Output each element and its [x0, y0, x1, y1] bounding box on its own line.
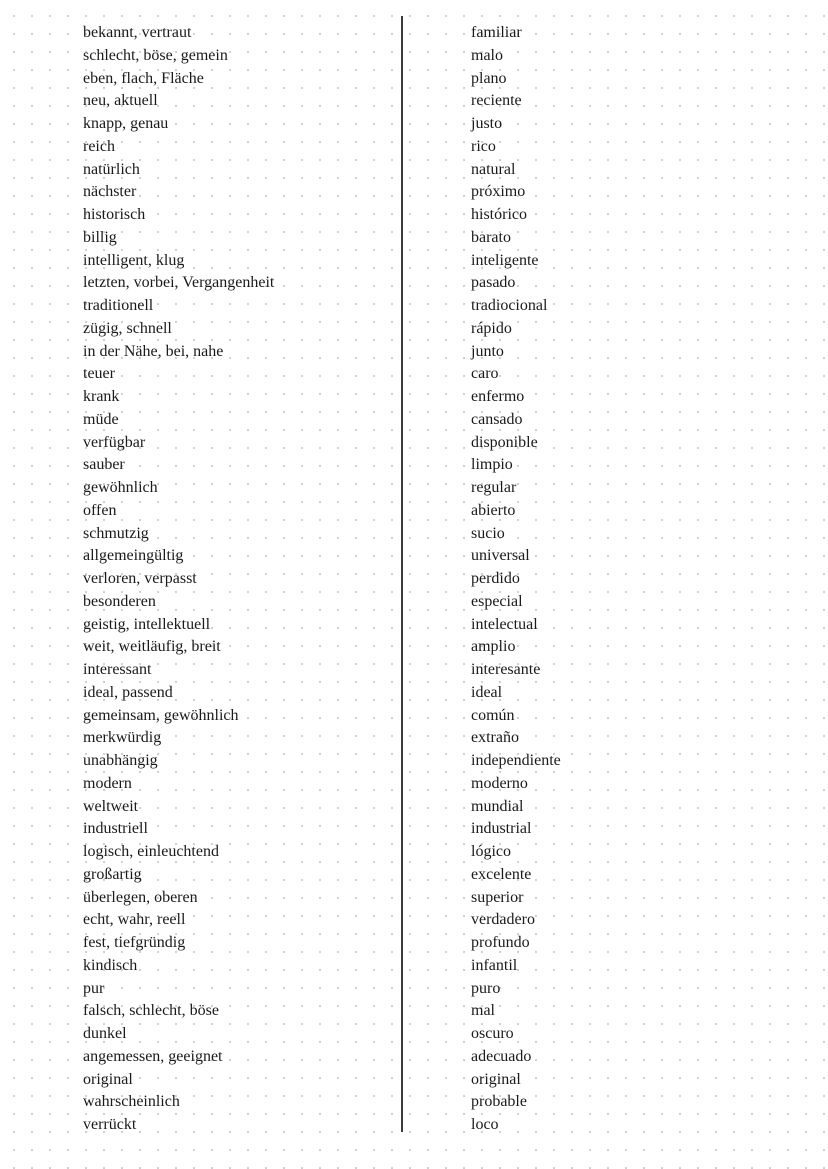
german-word: müde: [83, 410, 119, 428]
german-word: knapp, genau: [83, 115, 169, 132]
german-word: offen: [83, 501, 117, 519]
spanish-word: ideal: [471, 683, 503, 701]
german-word: industriell: [83, 820, 148, 838]
spanish-word-column: [471, 22, 771, 1137]
spanish-word: probable: [471, 1093, 527, 1111]
german-word: in der Nähe, bei, nahe: [83, 342, 224, 360]
spanish-word: mal: [471, 1002, 495, 1020]
german-word: überlegen, oberen: [83, 888, 198, 906]
spanish-word: junto: [471, 342, 504, 360]
spanish-word: loco: [471, 1116, 499, 1133]
german-word: pur: [83, 979, 105, 997]
spanish-word: excelente: [471, 865, 532, 883]
german-word: nächster: [83, 183, 137, 201]
german-word: neu, aktuell: [83, 92, 158, 110]
spanish-word: adecuado: [471, 1047, 532, 1065]
german-word: original: [83, 1070, 133, 1088]
german-word: allgemeingültig: [83, 547, 184, 565]
spanish-word: extraño: [471, 729, 519, 747]
spanish-word: universal: [471, 547, 530, 565]
german-word: falsch, schlecht, böse: [83, 1002, 219, 1020]
german-word: verfügbar: [83, 433, 146, 451]
spanish-word: reciente: [471, 92, 522, 110]
german-word: interessant: [83, 661, 152, 678]
german-word: intelligent, klug: [83, 251, 185, 269]
german-word: bekannt, vertraut: [83, 24, 192, 41]
spanish-word: enfermo: [471, 388, 525, 405]
spanish-word: independiente: [471, 752, 561, 769]
spanish-word: superior: [471, 888, 524, 906]
german-word: teuer: [83, 365, 115, 383]
spanish-word: cansado: [471, 410, 523, 428]
german-word: traditionell: [83, 297, 154, 314]
spanish-word: limpio: [471, 456, 513, 474]
german-word: gemeinsam, gewöhnlich: [83, 706, 239, 724]
spanish-word: histórico: [471, 206, 527, 223]
german-word: weltweit: [83, 797, 139, 815]
spanish-word: interesante: [471, 661, 541, 678]
german-word: weit, weitläufig, breit: [83, 638, 221, 656]
spanish-word: familiar: [471, 24, 522, 41]
spanish-word: barato: [471, 228, 511, 246]
german-word: schmutzig: [83, 524, 149, 542]
german-word: historisch: [83, 206, 146, 223]
german-word: billig: [83, 228, 117, 246]
spanish-word: abierto: [471, 501, 516, 519]
spanish-word: tradiocional: [471, 297, 548, 314]
spanish-word: inteligente: [471, 251, 539, 269]
german-word: zügig, schnell: [83, 319, 172, 337]
spanish-word: natural: [471, 160, 516, 178]
german-word: dunkel: [83, 1025, 127, 1042]
spanish-word: lógico: [471, 843, 511, 860]
spanish-word: justo: [471, 115, 503, 132]
spanish-word: próximo: [471, 183, 526, 201]
spanish-word: pasado: [471, 274, 516, 292]
german-word: verrückt: [83, 1116, 137, 1133]
german-word: eben, flach, Fläche: [83, 69, 204, 87]
spanish-word: plano: [471, 69, 507, 87]
german-word: natürlich: [83, 160, 140, 178]
german-word: besonderen: [83, 592, 156, 610]
spanish-word: perdido: [471, 570, 520, 587]
german-word: echt, wahr, reell: [83, 911, 186, 929]
spanish-word: rápido: [471, 319, 512, 337]
german-word: wahrscheinlich: [83, 1093, 180, 1111]
spanish-word: malo: [471, 46, 503, 64]
german-word: reich: [83, 137, 115, 155]
german-word: merkwürdig: [83, 729, 162, 747]
german-word: modern: [83, 774, 132, 792]
spanish-word: infantil: [471, 956, 518, 974]
german-word: angemessen, geeignet: [83, 1047, 223, 1065]
german-word: letzten, vorbei, Vergangenheit: [83, 274, 275, 292]
spanish-word: profundo: [471, 934, 530, 951]
spanish-word: rico: [471, 137, 496, 155]
german-word: kindisch: [83, 956, 138, 974]
german-word: geistig, intellektuell: [83, 615, 211, 633]
german-word: großartig: [83, 865, 142, 883]
spanish-word: puro: [471, 979, 501, 997]
spanish-word: sucio: [471, 524, 505, 542]
spanish-word: oscuro: [471, 1025, 514, 1042]
german-word: sauber: [83, 456, 125, 474]
german-word-column: [83, 22, 383, 1137]
spanish-word: común: [471, 706, 515, 724]
spanish-word: amplio: [471, 638, 516, 656]
german-word: unabhängig: [83, 752, 158, 769]
spanish-word: verdadero: [471, 911, 535, 929]
spanish-word: moderno: [471, 774, 528, 792]
spanish-word: disponible: [471, 433, 538, 451]
german-word: ideal, passend: [83, 683, 173, 701]
spanish-word: intelectual: [471, 615, 538, 633]
spanish-word: mundial: [471, 797, 524, 815]
column-divider: [401, 16, 403, 1132]
spanish-word: caro: [471, 365, 499, 383]
spanish-word: especial: [471, 592, 523, 610]
german-word: schlecht, böse, gemein: [83, 46, 228, 64]
spanish-word: regular: [471, 479, 517, 496]
german-word: logisch, einleuchtend: [83, 843, 219, 860]
spanish-word: industrial: [471, 820, 532, 838]
german-word: gewöhnlich: [83, 479, 158, 496]
spanish-word: original: [471, 1070, 521, 1088]
german-word: verloren, verpasst: [83, 570, 197, 587]
german-word: krank: [83, 388, 120, 405]
german-word: fest, tiefgründig: [83, 934, 186, 951]
